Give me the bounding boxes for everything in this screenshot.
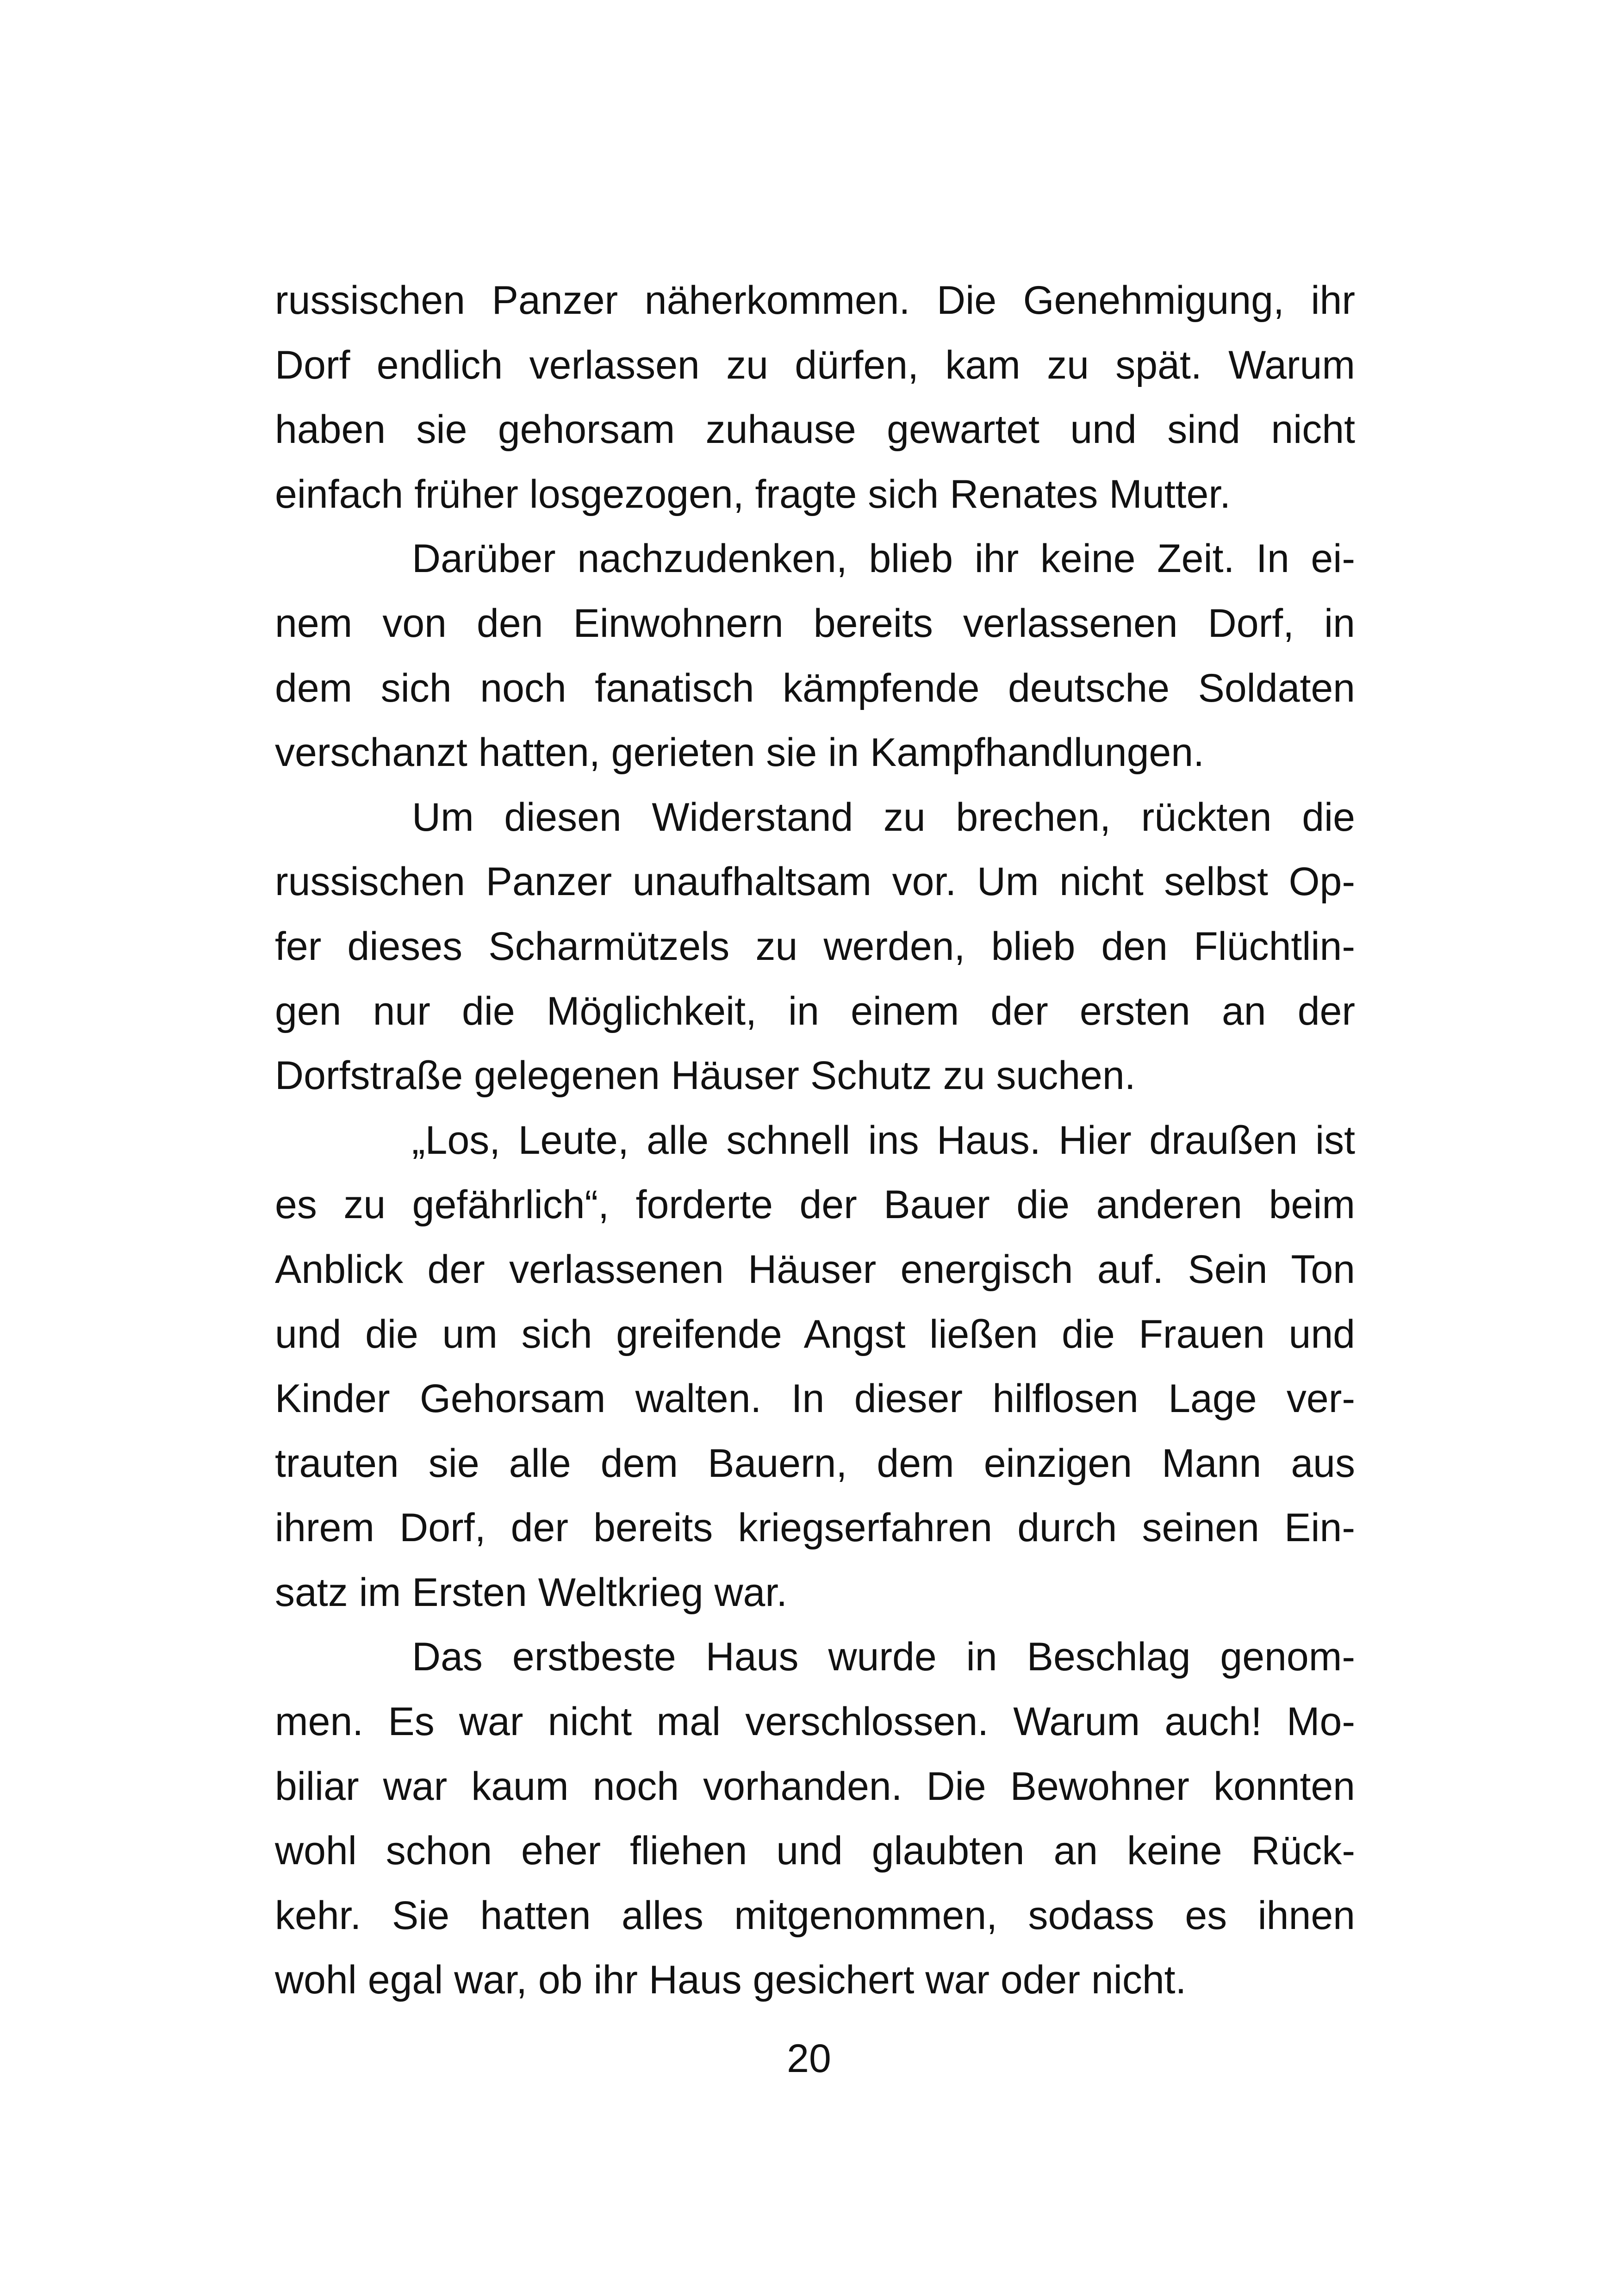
text-line: russischen Panzer unaufhaltsam vor. Um nicht selbst Op- [275,859,1355,904]
text-line: biliar war kaum noch vorhanden. Die Bewohner konnten [275,1764,1355,1809]
text-line: Das erstbeste Haus wurde in Beschlag genom- [412,1635,1355,1680]
text-line: wohl schon eher fliehen und glaubten an keine Rück- [275,1829,1355,1873]
text-line: Um diesen Widerstand zu brechen, rückten die [412,795,1355,840]
text-line: russischen Panzer näherkommen. Die Genehmigung, ihr [275,278,1355,323]
text-line: trauten sie alle dem Bauern, dem einzigen Mann aus [275,1441,1355,1486]
text-line: Kinder Gehorsam walten. In dieser hilflosen Lage ver- [275,1376,1355,1421]
body-text [275,268,1355,2013]
text-line: ihrem Dorf, der bereits kriegserfahren durch seinen Ein- [275,1506,1355,1550]
text-line: und die um sich greifende Angst ließen die Frauen und [275,1312,1355,1356]
text-line: satz im Ersten Weltkrieg war. [275,1570,788,1615]
text-line: men. Es war nicht mal verschlossen. Warum auch! Mo- [275,1699,1355,1744]
text-line: verschanzt hatten, gerieten sie in Kampfhandlungen. [275,730,1204,775]
text-line: Dorf endlich verlassen zu dürfen, kam zu spät. Warum [275,342,1355,387]
text-line: fer dieses Scharmützels zu werden, blieb den Flüchtlin- [275,924,1355,969]
text-line: nem von den Einwohnern bereits verlassenen Dorf, in [275,601,1355,646]
text-line: Anblick der verlassenen Häuser energisch auf. Sein Ton [275,1247,1355,1292]
page-number: 20 [787,2036,831,2081]
text-line: dem sich noch fanatisch kämpfende deutsche Soldaten [275,666,1355,710]
text-line: Darüber nachzudenken, blieb ihr keine Zeit. In ei- [412,536,1355,581]
text-line: es zu gefährlich“, forderte der Bauer die anderen beim [275,1182,1355,1227]
text-line: „Los, Leute, alle schnell ins Haus. Hier draußen ist [412,1118,1355,1163]
text-line: wohl egal war, ob ihr Haus gesichert war oder nicht. [275,1958,1187,2003]
text-line: Dorfstraße gelegenen Häuser Schutz zu suchen. [275,1053,1136,1098]
text-line: einfach früher losgezogen, fragte sich Renates Mutter. [275,472,1231,516]
text-line: gen nur die Möglichkeit, in einem der ersten an der [275,989,1355,1033]
text-line: haben sie gehorsam zuhause gewartet und sind nicht [275,407,1355,452]
text-line: kehr. Sie hatten alles mitgenommen, sodass es ihnen [275,1893,1355,1938]
